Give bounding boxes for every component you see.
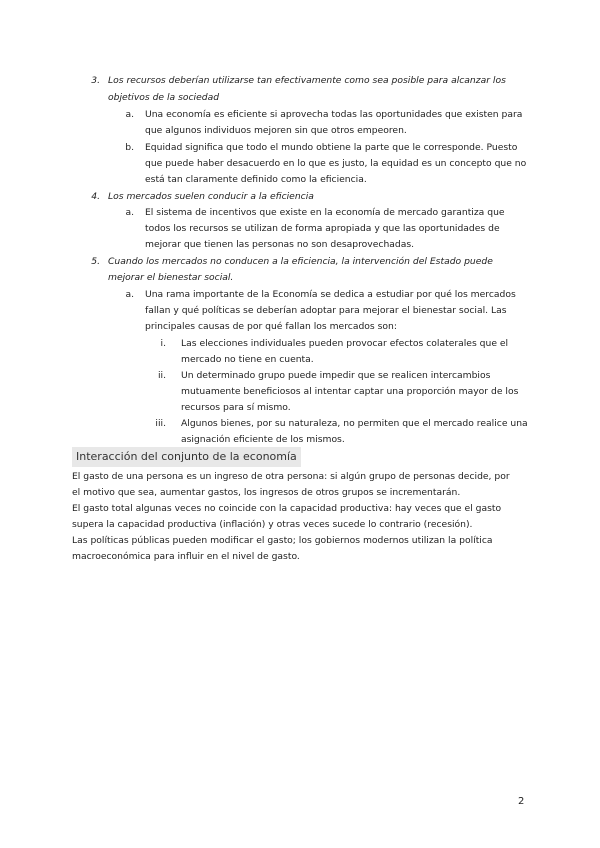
sub-text-line: mejorar que tienen las personas no son desaprovechadas. — [145, 239, 415, 250]
sub-text-line: principales causas de por qué fallan los mercados son: — [145, 321, 397, 332]
paragraph-line: El gasto de una persona es un ingreso de otra persona: si algún grupo de personas decide, por — [72, 471, 510, 482]
roman-text-line: mercado no tiene en cuenta. — [181, 354, 314, 365]
roman-label: ii. — [157, 370, 166, 381]
roman-text-line: Las elecciones individuales pueden provocar efectos colaterales que el — [181, 338, 509, 349]
roman-label: i. — [160, 338, 166, 349]
roman-text-line: Un determinado grupo puede impedir que se realicen intercambios — [181, 370, 491, 381]
sub-text-line: todos los recursos se utilizan de forma apropiada y que las oportunidades de — [145, 223, 500, 234]
sub-label: a. — [125, 289, 134, 300]
roman-text-line: recursos para sí mismo. — [181, 402, 291, 413]
paragraph-line: supera la capacidad productiva (inflación) y otras veces sucede lo contrario (recesión). — [72, 519, 473, 530]
sub-text-line: Una rama importante de la Economía se dedica a estudiar por qué los mercados — [145, 289, 516, 300]
item-title-line: Los recursos deberían utilizarse tan efectivamente como sea posible para alcanzar los — [108, 75, 506, 86]
item-title-line: mejorar el bienestar social. — [108, 272, 234, 283]
roman-text-line: Algunos bienes, por su naturaleza, no permiten que el mercado realice una — [181, 418, 528, 429]
item-title-line: objetivos de la sociedad — [108, 92, 220, 103]
section-heading: Interacción del conjunto de la economía — [72, 447, 301, 467]
paragraph-line: Las políticas públicas pueden modificar el gasto; los gobiernos modernos utilizan la política — [72, 535, 493, 546]
item-title-line: Los mercados suelen conducir a la eficiencia — [108, 191, 314, 202]
sub-text-line: El sistema de incentivos que existe en la economía de mercado garantiza que — [145, 207, 505, 218]
sub-text-line: Equidad significa que todo el mundo obtiene la parte que le corresponde. Puesto — [145, 142, 518, 153]
sub-text-line: está tan claramente definido como la eficiencia. — [145, 174, 367, 185]
sub-label: a. — [125, 207, 134, 218]
paragraph-line: el motivo que sea, aumentar gastos, los ingresos de otros grupos se incrementarán. — [72, 487, 461, 498]
sub-text-line: que puede haber desacuerdo en lo que es justo, la equidad es un concepto que no — [145, 158, 527, 169]
sub-text-line: Una economía es eficiente si aprovecha todas las oportunidades que existen para — [145, 109, 523, 120]
paragraph-line: macroeconómica para influir en el nivel de gasto. — [72, 551, 300, 562]
page-number: 2 — [518, 796, 525, 807]
sub-text-line: que algunos individuos mejoren sin que otros empeoren. — [145, 125, 407, 136]
list-number: 5. — [91, 256, 100, 267]
sub-text-line: fallan y qué políticas se deberían adoptar para mejorar el bienestar social. Las — [145, 305, 507, 316]
roman-text-line: mutuamente beneficiosos al intentar captar una proporción mayor de los — [181, 386, 519, 397]
list-number: 4. — [91, 191, 100, 202]
roman-text-line: asignación eficiente de los mismos. — [181, 434, 345, 445]
sub-label: a. — [125, 109, 134, 120]
sub-label: b. — [125, 142, 134, 153]
list-number: 3. — [91, 75, 100, 86]
item-title-line: Cuando los mercados no conducen a la eficiencia, la intervención del Estado puede — [108, 256, 493, 267]
roman-label: iii. — [155, 418, 166, 429]
paragraph-line: El gasto total algunas veces no coincide con la capacidad productiva: hay veces que el gasto — [72, 503, 502, 514]
